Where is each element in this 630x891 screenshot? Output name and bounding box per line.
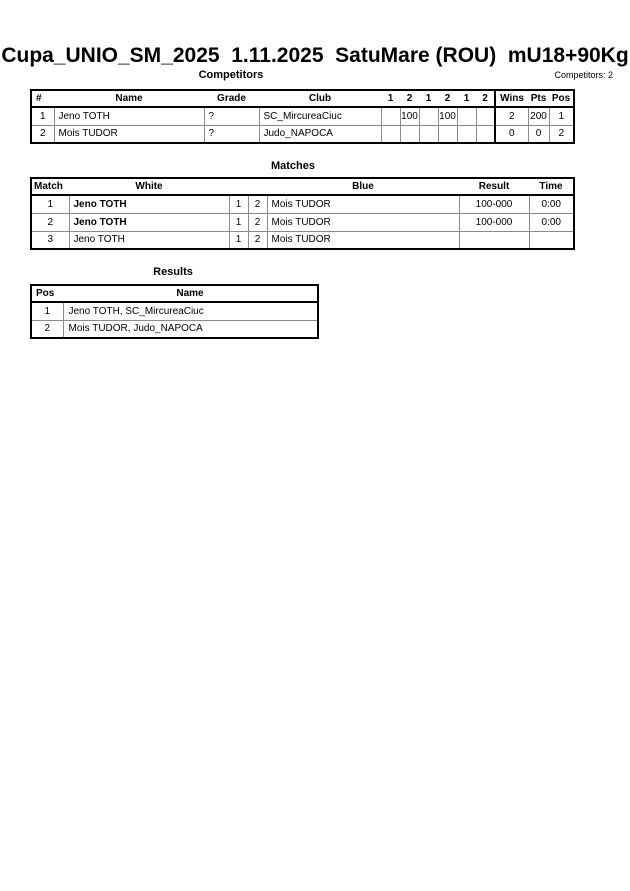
matches-header-row xyxy=(31,178,574,195)
matches-heading: Matches xyxy=(270,160,316,172)
col-white: White xyxy=(69,178,229,195)
cell-name: Mois TUDOR, Judo_NAPOCA xyxy=(63,320,318,338)
col-white-num xyxy=(229,178,248,195)
col-grade: Grade xyxy=(204,90,259,107)
cell-number: 2 xyxy=(31,125,54,143)
cell-pos: 2 xyxy=(31,320,63,338)
result-row xyxy=(31,320,318,338)
cell-pts: 0 xyxy=(528,125,549,143)
cell-score: 100 xyxy=(438,107,457,125)
cell-blue-name: Mois TUDOR xyxy=(267,195,459,213)
competitor-row xyxy=(31,125,574,143)
cell-white-name: Jeno TOTH xyxy=(69,195,229,213)
col-round2: 2 xyxy=(400,90,419,107)
cell-blue-number: 2 xyxy=(248,231,267,249)
match-row xyxy=(31,195,574,213)
match-row xyxy=(31,231,574,249)
col-blue-num xyxy=(248,178,267,195)
cell-score xyxy=(419,107,438,125)
cell-match-number: 3 xyxy=(31,231,69,249)
cell-grade: ? xyxy=(204,125,259,143)
cell-white-number: 1 xyxy=(229,213,248,231)
col-match: Match xyxy=(31,178,69,195)
cell-name: Jeno TOTH, SC_MircureaCiuc xyxy=(63,302,318,320)
cell-blue-name: Mois TUDOR xyxy=(267,231,459,249)
cell-club: SC_MircureaCiuc xyxy=(259,107,381,125)
cell-blue-name: Mois TUDOR xyxy=(267,213,459,231)
cell-club: Judo_NAPOCA xyxy=(259,125,381,143)
cell-pos: 1 xyxy=(31,302,63,320)
col-round5: 1 xyxy=(457,90,476,107)
col-number: # xyxy=(31,90,54,107)
results-header-row xyxy=(31,285,318,302)
col-round4: 2 xyxy=(438,90,457,107)
cell-white-name: Jeno TOTH xyxy=(69,213,229,231)
cell-score xyxy=(381,125,400,143)
col-name: Name xyxy=(54,90,204,107)
cell-score xyxy=(457,125,476,143)
col-pts: Pts xyxy=(528,90,549,107)
col-round6: 2 xyxy=(476,90,495,107)
cell-score xyxy=(438,125,457,143)
col-round1: 1 xyxy=(381,90,400,107)
col-wins: Wins xyxy=(495,90,528,107)
cell-name: Mois TUDOR xyxy=(54,125,204,143)
cell-result: 100-000 xyxy=(459,213,529,231)
cell-time: 0:00 xyxy=(529,213,574,231)
competitors-table xyxy=(30,89,575,144)
cell-white-number: 1 xyxy=(229,195,248,213)
cell-match-number: 2 xyxy=(31,213,69,231)
cell-score xyxy=(419,125,438,143)
results-heading: Results xyxy=(153,266,193,278)
cell-score: 100 xyxy=(400,107,419,125)
cell-white-number: 1 xyxy=(229,231,248,249)
cell-blue-number: 2 xyxy=(248,195,267,213)
competitors-count-label: Competitors: 2 xyxy=(554,70,613,80)
col-pos: Pos xyxy=(549,90,574,107)
results-table xyxy=(30,284,319,339)
match-row xyxy=(31,213,574,231)
competitors-heading: Competitors xyxy=(198,69,264,81)
cell-name: Jeno TOTH xyxy=(54,107,204,125)
cell-result: 100-000 xyxy=(459,195,529,213)
cell-match-number: 1 xyxy=(31,195,69,213)
result-row xyxy=(31,302,318,320)
competitors-header-row xyxy=(31,90,574,107)
cell-result xyxy=(459,231,529,249)
col-round3: 1 xyxy=(419,90,438,107)
cell-blue-number: 2 xyxy=(248,213,267,231)
col-blue: Blue xyxy=(267,178,459,195)
cell-score xyxy=(381,107,400,125)
cell-pts: 200 xyxy=(528,107,549,125)
cell-time: 0:00 xyxy=(529,195,574,213)
col-pos: Pos xyxy=(31,285,63,302)
cell-pos: 2 xyxy=(549,125,574,143)
col-club: Club xyxy=(259,90,381,107)
col-name: Name xyxy=(63,285,318,302)
cell-score xyxy=(476,125,495,143)
cell-score xyxy=(476,107,495,125)
cell-time xyxy=(529,231,574,249)
page-title: Cupa_UNIO_SM_2025 1.11.2025 SatuMare (ROU) mU18+90Kg xyxy=(1,44,629,67)
cell-wins: 0 xyxy=(495,125,528,143)
col-time: Time xyxy=(529,178,574,195)
competitor-row xyxy=(31,107,574,125)
cell-wins: 2 xyxy=(495,107,528,125)
cell-score xyxy=(457,107,476,125)
cell-white-name: Jeno TOTH xyxy=(69,231,229,249)
col-result: Result xyxy=(459,178,529,195)
cell-grade: ? xyxy=(204,107,259,125)
cell-pos: 1 xyxy=(549,107,574,125)
matches-table xyxy=(30,177,575,250)
cell-number: 1 xyxy=(31,107,54,125)
cell-score xyxy=(400,125,419,143)
